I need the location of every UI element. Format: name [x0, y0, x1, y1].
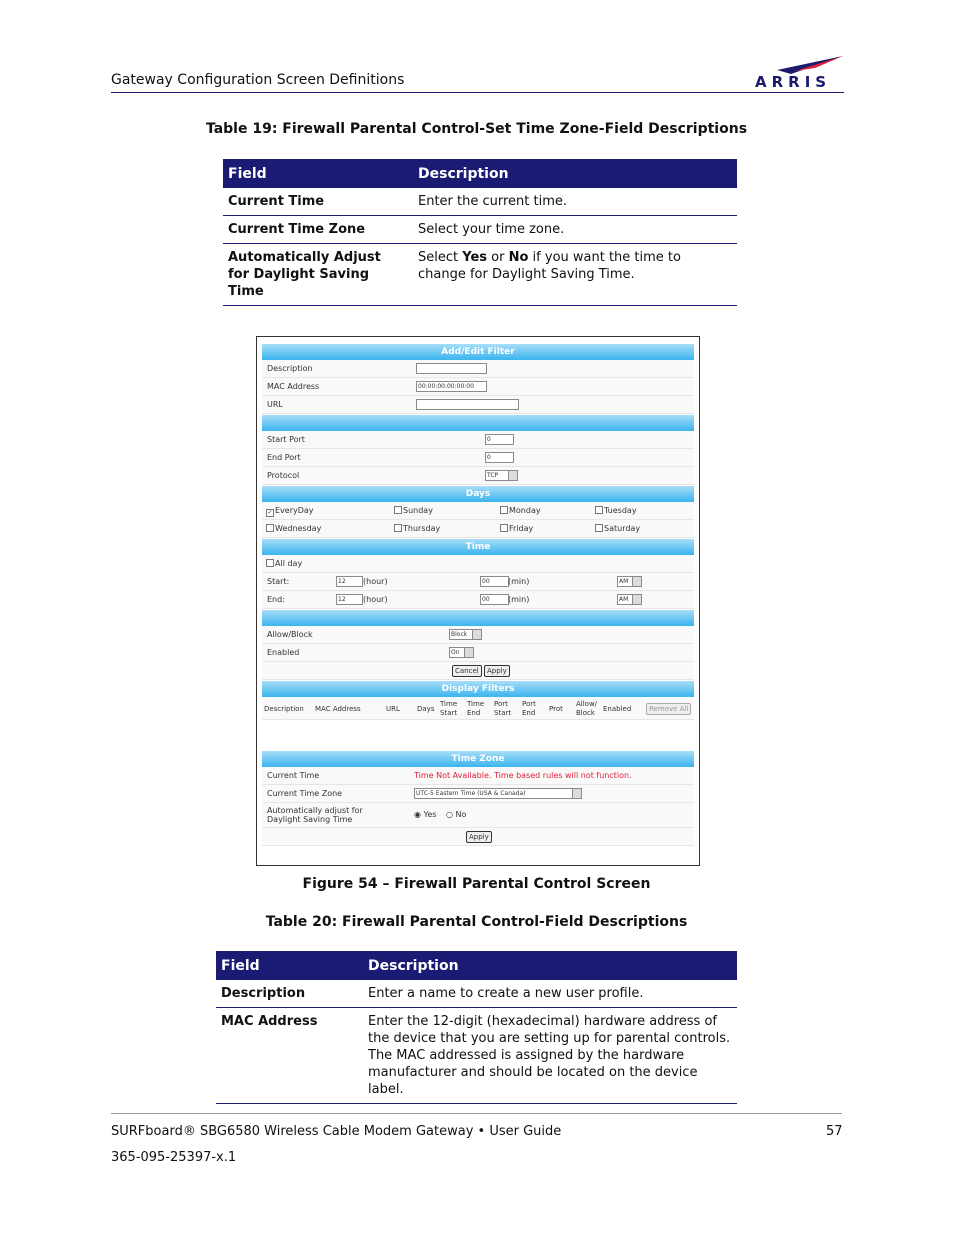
url-input[interactable]	[416, 399, 519, 410]
current-time-value: Time Not Available. Time based rules will not function.	[414, 771, 632, 780]
end-ampm-select[interactable]: AM	[617, 594, 642, 605]
day-saturday[interactable]: Saturday	[595, 524, 640, 533]
field-cell: Description	[216, 980, 363, 1008]
url-label: URL	[267, 400, 283, 409]
time-zone-bar: Time Zone	[262, 751, 694, 767]
checkbox-icon	[266, 559, 274, 567]
protocol-select[interactable]: TCP	[485, 470, 518, 481]
mac-input[interactable]: 00:00:00:00:00:00	[416, 381, 487, 392]
allow-block-select[interactable]: Block	[449, 629, 482, 640]
checkbox-icon	[500, 524, 508, 532]
field-cell: Current Time Zone	[223, 216, 413, 244]
day-tuesday[interactable]: Tuesday	[595, 506, 637, 515]
min-unit-label: (min)	[508, 595, 530, 604]
end-time-label: End:	[267, 595, 285, 604]
table-row	[223, 244, 737, 306]
day-monday[interactable]: Monday	[500, 506, 541, 515]
logo-text: ARRIS	[755, 73, 832, 90]
day-thursday[interactable]: Thursday	[394, 524, 440, 533]
desc-cell: Select Yes or No if you want the time to change for Daylight Saving Time.	[413, 244, 737, 306]
filters-list-empty	[262, 720, 694, 750]
day-everyday[interactable]: ✓ EveryDay	[267, 506, 314, 516]
min-unit-label: (min)	[508, 577, 530, 586]
table-row	[216, 1008, 737, 1104]
header-rule	[111, 92, 844, 93]
df-col-enabled: Enabled	[603, 705, 632, 713]
footer-rule	[111, 1113, 842, 1114]
end-port-input[interactable]: 0	[485, 452, 514, 463]
radio-icon: ○	[446, 810, 453, 819]
table-row	[223, 216, 737, 244]
dst-no-radio[interactable]: ○ No	[446, 810, 467, 819]
end-port-label: End Port	[267, 453, 301, 462]
table20	[216, 951, 737, 1104]
desc-cell: Select your time zone.	[413, 216, 737, 244]
dst-yes-radio[interactable]: ◉ Yes	[414, 810, 437, 819]
df-col-prot: Prot	[549, 705, 563, 713]
table-row	[216, 980, 737, 1008]
desc-cell: Enter a name to create a new user profile.	[363, 980, 737, 1008]
time-bar: Time	[262, 539, 694, 555]
figure-caption: Figure 54 – Firewall Parental Control Screen	[302, 876, 651, 892]
cancel-button[interactable]: Cancel	[452, 665, 482, 677]
field-cell: Current Time	[223, 188, 413, 216]
time-zone-select[interactable]: UTC-5 Eastern Time (USA & Canada)	[414, 788, 582, 799]
description-input[interactable]	[416, 363, 487, 374]
df-col-days: Days	[417, 705, 435, 713]
df-col-allow-block: Allow/ Block	[576, 700, 598, 717]
start-port-input[interactable]: 0	[485, 434, 514, 445]
add-edit-filter-bar: Add/Edit Filter	[262, 344, 694, 360]
header-title: Gateway Configuration Screen Definitions	[111, 72, 405, 88]
end-hour-input[interactable]: 12	[336, 594, 363, 605]
rule-section-bar	[262, 610, 694, 626]
df-col-mac: MAC Address	[315, 705, 361, 713]
remove-all-button[interactable]: Remove All	[646, 703, 691, 715]
table20-col-desc: Description	[363, 951, 737, 980]
start-min-input[interactable]: 00	[480, 576, 509, 587]
desc-cell: Enter the current time.	[413, 188, 737, 216]
footer-product: SURFboard® SBG6580 Wireless Cable Modem Gateway • User Guide	[111, 1124, 562, 1139]
description-label: Description	[267, 364, 313, 373]
desc-cell: Enter the 12-digit (hexadecimal) hardware address of the device that you are setting up for parental controls. The MAC addressed is assigned by the hardware manufacturer and should be located on the device label.	[363, 1008, 737, 1104]
enabled-label: Enabled	[267, 648, 300, 657]
parental-control-screenshot	[256, 336, 700, 866]
end-min-input[interactable]: 00	[480, 594, 509, 605]
table19-col-field: Field	[223, 159, 413, 188]
protocol-label: Protocol	[267, 471, 300, 480]
checkbox-checked-icon: ✓	[267, 509, 273, 516]
checkbox-icon	[394, 506, 402, 514]
day-wednesday[interactable]: Wednesday	[266, 524, 321, 533]
hour-unit-label: (hour)	[363, 577, 388, 586]
apply-timezone-button[interactable]: Apply	[466, 831, 492, 843]
checkbox-icon	[394, 524, 402, 532]
hour-unit-label: (hour)	[363, 595, 388, 604]
table20-col-field: Field	[216, 951, 363, 980]
day-friday[interactable]: Friday	[500, 524, 533, 533]
start-hour-input[interactable]: 12	[336, 576, 363, 587]
footer-doc-number: 365-095-25397-x.1	[111, 1150, 237, 1165]
footer-page-number: 57	[826, 1124, 843, 1139]
start-ampm-select[interactable]: AM	[617, 576, 642, 587]
days-bar: Days	[262, 486, 694, 502]
current-tz-label: Current Time Zone	[267, 789, 343, 798]
day-sunday[interactable]: Sunday	[394, 506, 433, 515]
table-row	[223, 188, 737, 216]
current-time-label: Current Time	[267, 771, 320, 780]
arris-logo	[755, 54, 845, 90]
allow-block-label: Allow/Block	[267, 630, 313, 639]
checkbox-icon	[266, 524, 274, 532]
df-col-time-start: Time Start	[440, 700, 458, 717]
all-day-checkbox[interactable]: All day	[266, 559, 302, 568]
field-cell: Automatically Adjust for Daylight Saving Time	[223, 244, 413, 306]
df-col-url: URL	[386, 705, 400, 713]
checkbox-icon	[595, 524, 603, 532]
table20-caption: Table 20: Firewall Parental Control-Field Descriptions	[265, 914, 688, 930]
radio-selected-icon: ◉	[414, 810, 421, 819]
df-col-description: Description	[264, 705, 304, 713]
checkbox-icon	[500, 506, 508, 514]
table19-caption: Table 19: Firewall Parental Control-Set Time Zone-Field Descriptions	[205, 121, 748, 137]
display-filters-bar: Display Filters	[262, 681, 694, 697]
field-cell: MAC Address	[216, 1008, 363, 1104]
enabled-select[interactable]: On	[449, 647, 474, 658]
start-time-label: Start:	[267, 577, 290, 586]
table19-col-desc: Description	[413, 159, 737, 188]
df-col-time-end: Time End	[467, 700, 485, 717]
df-col-port-end: Port End	[522, 700, 536, 717]
checkbox-icon	[595, 506, 603, 514]
mac-label: MAC Address	[267, 382, 320, 391]
start-port-label: Start Port	[267, 435, 305, 444]
port-section-bar	[262, 415, 694, 431]
df-col-port-start: Port Start	[494, 700, 512, 717]
apply-filter-button[interactable]: Apply	[484, 665, 510, 677]
auto-adjust-label: Automatically adjust for Daylight Saving Time	[267, 806, 363, 824]
table19	[223, 159, 737, 306]
